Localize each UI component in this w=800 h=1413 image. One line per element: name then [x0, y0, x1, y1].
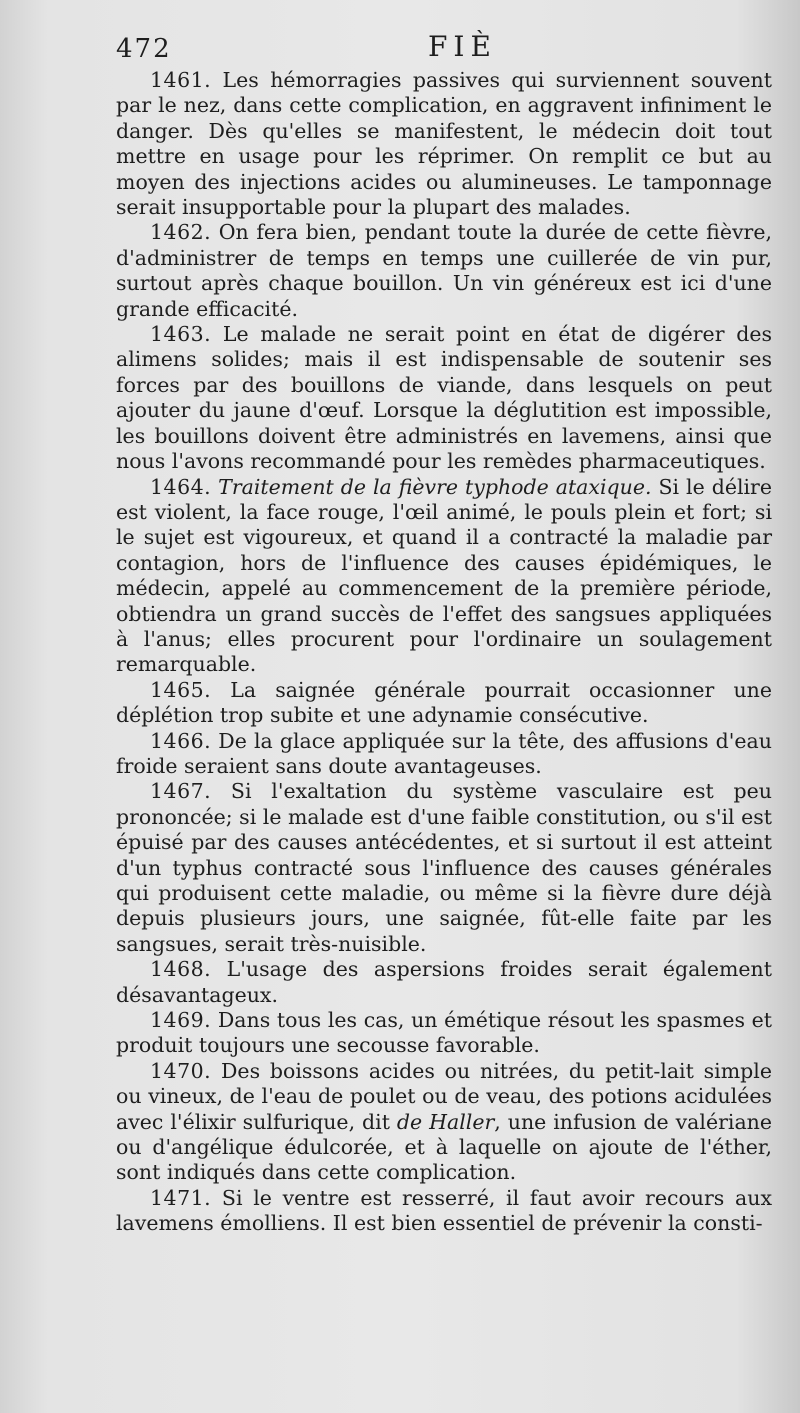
paragraph-number: 1464.	[150, 474, 212, 499]
paragraph-number: 1470.	[150, 1058, 212, 1083]
paragraph-number: 1469.	[150, 1008, 212, 1033]
paragraph-number: 1463.	[150, 322, 212, 347]
page-header	[116, 30, 772, 68]
paragraph-number: 1468.	[150, 957, 212, 982]
paragraph-number: 1466.	[150, 728, 212, 753]
paragraph-1469	[116, 1008, 772, 1059]
paragraph-1464	[116, 475, 772, 678]
paragraph-text: On fera bien, pendant toute la durée de cette fièvre, d'administrer de temps en temps une cuillerée de vin pur, surtout après chaque bouillon. Un vin généreux est ici d'une grande efficacité.	[116, 220, 772, 321]
paragraph-1467	[116, 779, 772, 957]
paragraph-1463	[116, 322, 772, 474]
author-name: de Haller	[396, 1109, 495, 1134]
paragraph-text: De la glace appliquée sur la tête, des affusions d'eau froide seraient sans doute avantageuses.	[116, 728, 772, 778]
paragraph-text: Les hémorragies passives qui surviennent souvent par le nez, dans cette complication, en aggravent infiniment le danger. Dès qu'elles se manifestent, le médecin doit tout mettre en usage pour les réprimer. On remplit ce but au moyen des injections acides ou alumineuses. Le tamponnage serait insupportable pour la plupart des malades.	[116, 68, 772, 220]
paragraph-number: 1465.	[150, 677, 212, 702]
paragraph-number: 1461.	[150, 68, 212, 92]
paragraph-1465	[116, 678, 772, 729]
paragraph-1462	[116, 220, 772, 322]
section-heading: Traitement de la fièvre typhode ataxique.	[211, 474, 652, 499]
paragraph-text: La saignée générale pourrait occasionner une déplétion trop subite et une adynamie consécutive.	[116, 677, 772, 728]
paragraph-number: 1471.	[150, 1185, 212, 1210]
paragraph-1470	[116, 1059, 772, 1186]
running-title: FIÈ	[428, 30, 497, 63]
paragraph-1466	[116, 729, 772, 780]
paragraph-number: 1467.	[150, 779, 212, 804]
paragraph-1461	[116, 68, 772, 220]
paragraph-1471	[116, 1186, 772, 1237]
paragraph-1468	[116, 957, 772, 1008]
paragraph-number: 1462.	[150, 220, 212, 245]
page-number: 472	[116, 34, 172, 64]
body-text	[116, 68, 772, 1237]
paragraph-text: Des boissons acides ou nitrées, du petit-lait simple ou vineux, de l'eau de poulet ou de veau, des potions acidulées avec l'élixir sulfurique, dit	[116, 1058, 772, 1134]
paragraph-text-continued: , une infusion de valériane ou d'angélique édulcorée, et à laquelle on ajoute de l'éther, sont indiqués dans cette complication.	[116, 1109, 772, 1185]
paragraph-text: Si l'exaltation du système vasculaire est peu prononcée; si le malade est d'une faible constitution, ou s'il est épuisé par des causes antécédentes, et si surtout il est atteint d'un typhus contracté sous l'influence des causes générales qui produisent cette maladie, ou même si la fièvre dure déjà depuis plusieurs jours, une saignée, fût-elle faite par les sangsues, serait très-nuisible.	[116, 779, 772, 956]
paragraph-text: Dans tous les cas, un émétique résout les spasmes et produit toujours une secousse favorable.	[116, 1008, 772, 1058]
paragraph-text: L'usage des aspersions froides serait également désavantageux.	[116, 957, 772, 1007]
paragraph-text: Le malade ne serait point en état de digérer des alimens solides; mais il est indispensable de soutenir ses forces par des bouillons de viande, dans lesquels on peut ajouter du jaune d'œuf. Lorsque la déglutition est impossible, les bouillons doivent être administrés en lavemens, ainsi que nous l'avons recommandé pour les remèdes pharmaceutiques.	[116, 322, 772, 474]
paragraph-text: Si le délire est violent, la face rouge, l'œil animé, le pouls plein et fort; si le sujet est vigoureux, et quand il a contracté la maladie par contagion, hors de l'influence des causes épidémiques, le médecin, appelé au commencement de la première période, obtiendra un grand succès de l'effet des sangsues appliquées à l'anus; elles procurent pour l'ordinaire un soulagement remarquable.	[116, 474, 772, 677]
paragraph-text: Si le ventre est resserré, il faut avoir recours aux lavemens émolliens. Il est bien essentiel de prévenir la consti-	[116, 1185, 772, 1236]
